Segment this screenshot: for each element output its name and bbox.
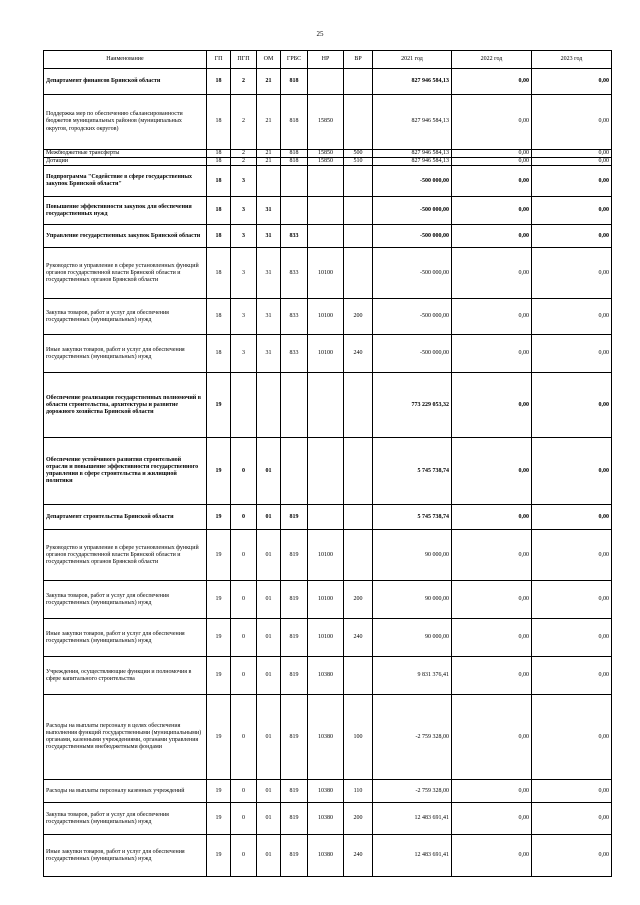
cell-2022: 0,00: [452, 438, 532, 505]
page-number: 25: [316, 30, 324, 38]
cell-nr: 10100: [308, 581, 344, 619]
cell-pgp: 3: [231, 166, 257, 197]
cell-pgp: 3: [231, 248, 257, 299]
cell-2021: -500 000,00: [373, 248, 452, 299]
cell-vr: 240: [344, 335, 373, 373]
cell-nr: [308, 505, 344, 530]
cell-nr: [308, 373, 344, 438]
header-2023: 2023 год: [532, 51, 612, 69]
cell-nr: 10100: [308, 248, 344, 299]
cell-2023: 0,00: [532, 197, 612, 225]
cell-om: 31: [257, 335, 281, 373]
cell-2023: 0,00: [532, 299, 612, 335]
cell-om: 01: [257, 835, 281, 877]
cell-nr: 10100: [308, 335, 344, 373]
table-row: [44, 225, 612, 248]
cell-2023: 0,00: [532, 657, 612, 695]
cell-vr: 200: [344, 581, 373, 619]
table-row: [44, 335, 612, 373]
cell-name: Межбюджетные трансферты: [44, 150, 207, 158]
cell-pgp: 0: [231, 657, 257, 695]
budget-table: [43, 50, 612, 877]
cell-gp: 19: [207, 438, 231, 505]
cell-vr: 510: [344, 158, 373, 166]
cell-vr: 200: [344, 803, 373, 835]
cell-nr: 15850: [308, 95, 344, 150]
cell-pgp: 0: [231, 505, 257, 530]
cell-2021: 90 000,00: [373, 530, 452, 581]
cell-2023: 0,00: [532, 373, 612, 438]
cell-2021: 90 000,00: [373, 581, 452, 619]
cell-2023: 0,00: [532, 225, 612, 248]
cell-pgp: 3: [231, 299, 257, 335]
cell-grbs: [281, 166, 308, 197]
cell-2021: -500 000,00: [373, 166, 452, 197]
cell-om: 01: [257, 657, 281, 695]
cell-gp: 19: [207, 780, 231, 803]
cell-nr: [308, 438, 344, 505]
header-grbs: ГРБС: [281, 51, 308, 69]
cell-om: 21: [257, 95, 281, 150]
table-body: [44, 69, 612, 877]
cell-gp: 19: [207, 695, 231, 780]
cell-pgp: 0: [231, 530, 257, 581]
cell-2022: 0,00: [452, 619, 532, 657]
cell-2022: 0,00: [452, 505, 532, 530]
cell-nr: [308, 166, 344, 197]
cell-2022: 0,00: [452, 695, 532, 780]
cell-gp: 19: [207, 505, 231, 530]
cell-2023: 0,00: [532, 95, 612, 150]
cell-nr: 10380: [308, 803, 344, 835]
cell-pgp: 0: [231, 780, 257, 803]
cell-vr: [344, 438, 373, 505]
header-vr: ВР: [344, 51, 373, 69]
cell-name: Руководство и управление в сфере установленных функций органов государственной власти Брянской области и государственных органов Брянской области: [44, 248, 207, 299]
cell-gp: 18: [207, 69, 231, 95]
cell-2021: 827 946 584,13: [373, 150, 452, 158]
cell-nr: 10380: [308, 835, 344, 877]
cell-name: Руководство и управление в сфере установленных функций органов государственной власти Брянской области и государственных органов Брянской области: [44, 530, 207, 581]
cell-om: [257, 373, 281, 438]
cell-name: Учреждения, осуществляющие функции и полномочия в сфере капитального строительства: [44, 657, 207, 695]
cell-om: 31: [257, 225, 281, 248]
cell-grbs: 833: [281, 225, 308, 248]
cell-name: Поддержка мер по обеспечению сбалансированности бюджетов муниципальных районов (муниципальных округов, городских округов): [44, 95, 207, 150]
cell-2023: 0,00: [532, 581, 612, 619]
cell-2023: 0,00: [532, 158, 612, 166]
cell-gp: 18: [207, 225, 231, 248]
cell-pgp: 0: [231, 619, 257, 657]
cell-gp: 18: [207, 158, 231, 166]
cell-2023: 0,00: [532, 166, 612, 197]
cell-name: Дотации: [44, 158, 207, 166]
table-row: [44, 657, 612, 695]
cell-gp: 18: [207, 150, 231, 158]
cell-nr: [308, 197, 344, 225]
cell-gp: 19: [207, 835, 231, 877]
cell-vr: 100: [344, 695, 373, 780]
cell-grbs: 833: [281, 248, 308, 299]
cell-gp: 19: [207, 581, 231, 619]
cell-grbs: 833: [281, 299, 308, 335]
cell-om: 01: [257, 619, 281, 657]
cell-2021: 5 745 738,74: [373, 438, 452, 505]
table-row: [44, 581, 612, 619]
cell-2021: -500 000,00: [373, 197, 452, 225]
cell-grbs: 819: [281, 530, 308, 581]
cell-2022: 0,00: [452, 780, 532, 803]
cell-pgp: [231, 373, 257, 438]
cell-2022: 0,00: [452, 835, 532, 877]
cell-gp: 19: [207, 803, 231, 835]
cell-2023: 0,00: [532, 835, 612, 877]
cell-gp: 18: [207, 248, 231, 299]
cell-gp: 19: [207, 657, 231, 695]
cell-nr: 10380: [308, 657, 344, 695]
cell-2021: -500 000,00: [373, 335, 452, 373]
header-pgp: ПГП: [231, 51, 257, 69]
cell-2021: -500 000,00: [373, 225, 452, 248]
cell-grbs: 833: [281, 335, 308, 373]
cell-pgp: 3: [231, 197, 257, 225]
cell-grbs: 818: [281, 95, 308, 150]
cell-2023: 0,00: [532, 150, 612, 158]
cell-pgp: 2: [231, 150, 257, 158]
cell-2023: 0,00: [532, 505, 612, 530]
cell-name: Департамент строительства Брянской области: [44, 505, 207, 530]
table-row: [44, 505, 612, 530]
header-gp: ГП: [207, 51, 231, 69]
cell-2022: 0,00: [452, 803, 532, 835]
table-row: [44, 438, 612, 505]
cell-name: Иные закупки товаров, работ и услуг для обеспечения государственных (муниципальных) нужд: [44, 335, 207, 373]
cell-om: 31: [257, 299, 281, 335]
table-row: [44, 803, 612, 835]
table-row: [44, 780, 612, 803]
cell-2023: 0,00: [532, 803, 612, 835]
cell-pgp: 3: [231, 335, 257, 373]
cell-2022: 0,00: [452, 248, 532, 299]
cell-om: 21: [257, 150, 281, 158]
cell-2021: 827 946 584,13: [373, 69, 452, 95]
table-header-row: [44, 51, 612, 69]
cell-pgp: 2: [231, 95, 257, 150]
cell-2022: 0,00: [452, 335, 532, 373]
cell-gp: 18: [207, 299, 231, 335]
cell-2023: 0,00: [532, 248, 612, 299]
cell-2021: 827 946 584,13: [373, 95, 452, 150]
cell-pgp: 2: [231, 158, 257, 166]
cell-vr: [344, 505, 373, 530]
cell-nr: [308, 225, 344, 248]
cell-pgp: 0: [231, 835, 257, 877]
cell-2021: 5 745 738,74: [373, 505, 452, 530]
cell-name: Закупка товаров, работ и услуг для обеспечения государственных (муниципальных) нужд: [44, 803, 207, 835]
cell-om: 31: [257, 197, 281, 225]
cell-name: Управление государственных закупок Брянской области: [44, 225, 207, 248]
cell-name: Иные закупки товаров, работ и услуг для обеспечения государственных (муниципальных) нужд: [44, 835, 207, 877]
cell-name: Подпрограмма "Содействие в сфере государственных закупок Брянской области": [44, 166, 207, 197]
cell-grbs: 819: [281, 835, 308, 877]
cell-grbs: 818: [281, 150, 308, 158]
cell-grbs: 819: [281, 803, 308, 835]
cell-2022: 0,00: [452, 657, 532, 695]
cell-2023: 0,00: [532, 69, 612, 95]
cell-name: Обеспечение реализации государственных полномочий в области строительства, архитектуры и развитие дорожного хозяйства Брянской области: [44, 373, 207, 438]
cell-nr: 10100: [308, 619, 344, 657]
cell-om: 01: [257, 695, 281, 780]
cell-grbs: [281, 373, 308, 438]
cell-pgp: 0: [231, 695, 257, 780]
cell-nr: 15850: [308, 150, 344, 158]
cell-om: 21: [257, 69, 281, 95]
cell-nr: 10380: [308, 780, 344, 803]
cell-om: 01: [257, 803, 281, 835]
cell-2022: 0,00: [452, 197, 532, 225]
cell-grbs: 819: [281, 695, 308, 780]
cell-pgp: 0: [231, 803, 257, 835]
cell-name: Расходы на выплаты персоналу в целях обеспечения выполнения функций государственными (муниципальными) органами, казенными учреждениями, органами управления государственными внебюджетными фондами: [44, 695, 207, 780]
cell-nr: 10100: [308, 299, 344, 335]
cell-2023: 0,00: [532, 530, 612, 581]
cell-2021: 12 483 691,41: [373, 835, 452, 877]
cell-grbs: [281, 438, 308, 505]
table-row: [44, 248, 612, 299]
cell-2023: 0,00: [532, 335, 612, 373]
cell-nr: [308, 69, 344, 95]
table-row: [44, 619, 612, 657]
table-row: [44, 373, 612, 438]
table-row: [44, 150, 612, 158]
cell-2021: -500 000,00: [373, 299, 452, 335]
cell-grbs: 819: [281, 619, 308, 657]
cell-2022: 0,00: [452, 166, 532, 197]
cell-vr: 200: [344, 299, 373, 335]
cell-2022: 0,00: [452, 95, 532, 150]
cell-vr: [344, 197, 373, 225]
table-row: [44, 299, 612, 335]
cell-2022: 0,00: [452, 373, 532, 438]
cell-2023: 0,00: [532, 438, 612, 505]
header-om: ОМ: [257, 51, 281, 69]
cell-2021: 827 946 584,13: [373, 158, 452, 166]
cell-gp: 19: [207, 373, 231, 438]
cell-gp: 18: [207, 197, 231, 225]
cell-2021: -2 759 328,00: [373, 695, 452, 780]
cell-name: Департамент финансов Брянской области: [44, 69, 207, 95]
cell-name: Повышение эффективности закупок для обеспечения государственных нужд: [44, 197, 207, 225]
cell-om: 01: [257, 505, 281, 530]
table-row: [44, 695, 612, 780]
cell-2022: 0,00: [452, 150, 532, 158]
cell-2022: 0,00: [452, 69, 532, 95]
header-2021: 2021 год: [373, 51, 452, 69]
cell-vr: 240: [344, 835, 373, 877]
table-row: [44, 530, 612, 581]
cell-pgp: 3: [231, 225, 257, 248]
cell-vr: [344, 657, 373, 695]
cell-grbs: 818: [281, 158, 308, 166]
table-row: [44, 158, 612, 166]
table-row: [44, 197, 612, 225]
cell-name: Закупка товаров, работ и услуг для обеспечения государственных (муниципальных) нужд: [44, 299, 207, 335]
cell-om: 01: [257, 438, 281, 505]
cell-om: 01: [257, 581, 281, 619]
cell-om: 21: [257, 158, 281, 166]
header-2022: 2022 год: [452, 51, 532, 69]
cell-2022: 0,00: [452, 299, 532, 335]
cell-vr: 500: [344, 150, 373, 158]
cell-nr: 10380: [308, 695, 344, 780]
cell-2021: 773 229 053,32: [373, 373, 452, 438]
cell-grbs: 819: [281, 581, 308, 619]
cell-om: [257, 166, 281, 197]
cell-om: 31: [257, 248, 281, 299]
cell-gp: 18: [207, 166, 231, 197]
cell-vr: 240: [344, 619, 373, 657]
cell-vr: [344, 248, 373, 299]
cell-vr: [344, 373, 373, 438]
cell-vr: [344, 225, 373, 248]
table-row: [44, 835, 612, 877]
cell-grbs: 819: [281, 505, 308, 530]
cell-nr: 10100: [308, 530, 344, 581]
cell-2023: 0,00: [532, 619, 612, 657]
cell-gp: 19: [207, 619, 231, 657]
cell-vr: 110: [344, 780, 373, 803]
cell-gp: 19: [207, 530, 231, 581]
cell-2022: 0,00: [452, 581, 532, 619]
cell-vr: [344, 530, 373, 581]
cell-name: Расходы на выплаты персоналу казенных учреждений: [44, 780, 207, 803]
cell-name: Обеспечение устойчивого развития строительной отрасли и повышение эффективности государственного управления в сфере строительства и жилищной политики: [44, 438, 207, 505]
cell-vr: [344, 166, 373, 197]
cell-grbs: 818: [281, 69, 308, 95]
cell-gp: 18: [207, 335, 231, 373]
cell-2022: 0,00: [452, 158, 532, 166]
table-row: [44, 166, 612, 197]
cell-gp: 18: [207, 95, 231, 150]
cell-pgp: 2: [231, 69, 257, 95]
header-name: Наименование: [44, 51, 207, 69]
cell-2021: 90 000,00: [373, 619, 452, 657]
cell-om: 01: [257, 780, 281, 803]
cell-name: Иные закупки товаров, работ и услуг для обеспечения государственных (муниципальных) нужд: [44, 619, 207, 657]
cell-vr: [344, 69, 373, 95]
cell-2021: 9 831 376,41: [373, 657, 452, 695]
cell-vr: [344, 95, 373, 150]
cell-name: Закупка товаров, работ и услуг для обеспечения государственных (муниципальных) нужд: [44, 581, 207, 619]
cell-pgp: 0: [231, 438, 257, 505]
cell-2021: 12 483 691,41: [373, 803, 452, 835]
cell-2022: 0,00: [452, 530, 532, 581]
cell-2022: 0,00: [452, 225, 532, 248]
cell-2023: 0,00: [532, 695, 612, 780]
cell-om: 01: [257, 530, 281, 581]
table-row: [44, 69, 612, 95]
cell-2021: -2 759 328,00: [373, 780, 452, 803]
cell-grbs: 819: [281, 657, 308, 695]
cell-nr: 15850: [308, 158, 344, 166]
table-row: [44, 95, 612, 150]
cell-pgp: 0: [231, 581, 257, 619]
cell-grbs: 819: [281, 780, 308, 803]
header-nr: НР: [308, 51, 344, 69]
cell-2023: 0,00: [532, 780, 612, 803]
cell-grbs: [281, 197, 308, 225]
